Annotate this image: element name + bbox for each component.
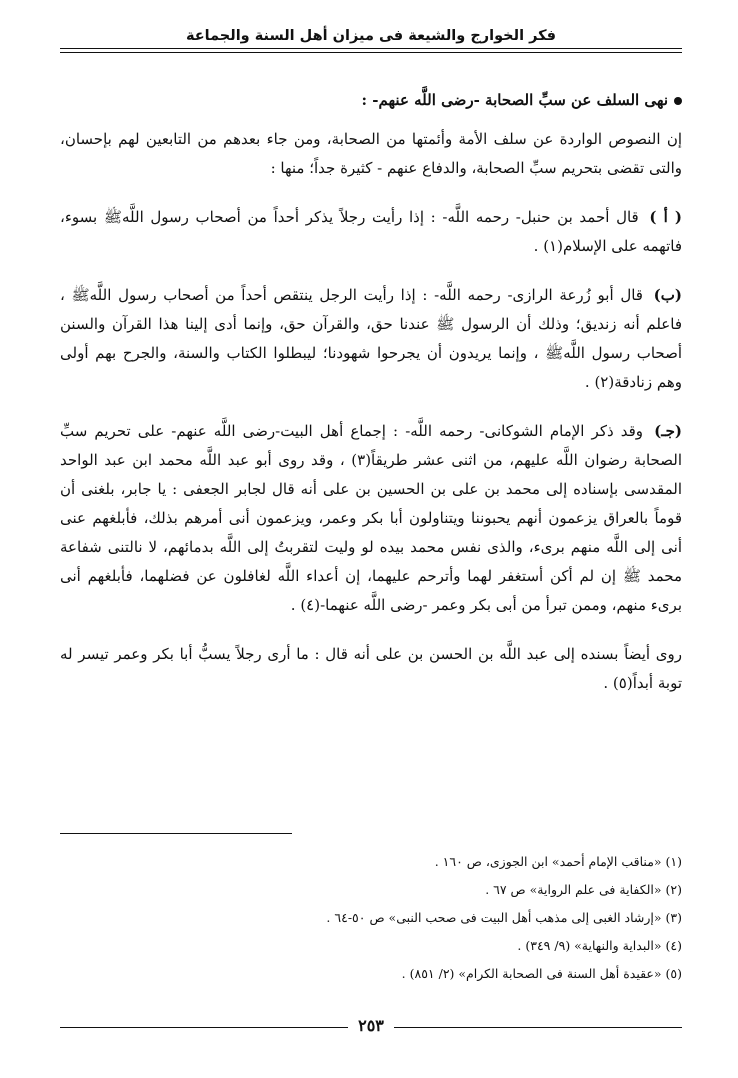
paragraph-a [60,203,682,261]
footnote-item: (١) «مناقب الإمام أحمد» ابن الجوزى، ص ١٦٠ . [434,854,682,869]
paragraph-a-marker: ( أ ) [649,208,682,226]
footnote-item: (٥) «عقيدة أهل السنة فى الصحابة الكرام» (٢/ ٨٥١) . [401,966,682,981]
header-title-wrap [60,28,682,44]
paragraph-b [60,281,682,397]
paragraph-b-text: قال أبو زُرعة الرازى- رحمه اللَّه- : إذا رأيت الرجل ينتقص أحداً من أصحاب رسول اللَّهﷺ ، فاعلم أنه زنديق؛ وذلك أن الرسول ﷺ عندنا حق، والقرآن حق، وإنما أدى إلينا هذا القرآن والسنن أصحاب رسول اللَّهﷺ ، وإنما يريدون أن يجرحوا شهودنا؛ ليبطلوا الكتاب والسنة، والجرح بهم أولى وهم زنادقة(٢) . [60,286,682,391]
intro-paragraph: إن النصوص الواردة عن سلف الأمة وأئمتها من الصحابة، ومن جاء بعدهم من التابعين لهم بإحسان، والتى تقضى بتحريم سبِّ الصحابة، والدفاع عنهم - كثيرة جداً؛ منها : [60,130,682,177]
header-title: فكر الخوارج والشيعة فى ميزان أهل السنة والجماعة [178,28,564,44]
main-text [60,86,682,698]
footnote-item: (٣) «إرشاد الغبى إلى مذهب أهل البيت فى صحب النبى» ص ٥٠-٦٤ . [326,910,682,925]
footnote-rule [60,833,292,834]
paragraph-d: روى أيضاً بسنده إلى عبد اللَّه بن الحسن بن على أنه قال : ما أرى رجلاً يسبُّ أبا بكر وعمر تيسر له توبة أبداً(٥) . [60,645,682,692]
section-heading [60,86,682,115]
page-number: ٢٥٣ [348,1016,394,1035]
paragraph-b-marker: (ب) [653,286,682,304]
footnote-item: (٤) «البداية والنهاية» (٩/ ٣٤٩) . [517,938,682,953]
footnote-item: (٢) «الكفاية فى علم الرواية» ص ٦٧ . [485,882,682,897]
paragraph-c [60,417,682,620]
paragraph-c-text: وقد ذكر الإمام الشوكانى- رحمه اللَّه- : إجماع أهل البيت-رضى اللَّه عنهم- على تحريم سبِّ الصحابة رضوان اللَّه عليهم، من اثنى عشر طريقاً(٣) ، وقد روى أبو عبد اللَّه محمد ابن عبد الواحد المقدسى بإسناده إلى محمد بن على بن الحسين بن على أنه قال لجابر الجعفى : يا جابر، بلغنى أن قوماً بالعراق يزعمون أنهم يحبوننا ويتناولون أبا بكر وعمر، ويزعمون أنى أمرهم بذلك، فأبلغهم عنى أنى إلى اللَّه منهم برىء، والذى نفس محمد بيده لو وليت لتقربتُ إلى اللَّه بدمائهم، لا نالتنى شفاعة محمد ﷺ إن لم أكن أستغفر لهما وأترحم عليهما، إن أعداء اللَّه لغافلون عن فضلهما، فأبلغهم أنى برىء منهم، وممن تبرأ من أبى بكر وعمر -رضى اللَّه عنهما-(٤) . [60,422,682,614]
header-rule-thin [60,52,682,53]
bullet-icon [674,97,682,105]
paragraph-a-text: قال أحمد بن حنبل- رحمه اللَّه- : إذا رأيت رجلاً يذكر أحداً من أصحاب رسول اللَّهﷺ بسوء، فاتهمه على الإسلام(١) . [60,208,682,255]
page-number-wrap [60,1016,682,1035]
header-rule [60,48,682,49]
running-header [60,18,682,58]
section-heading-text: نهى السلف عن سبِّ الصحابة -رضى اللَّه عنهم- : [361,91,668,109]
page [60,18,682,713]
page-footer [60,1016,682,1036]
footnotes [60,848,682,988]
paragraph-c-marker: (جـ) [654,422,682,440]
